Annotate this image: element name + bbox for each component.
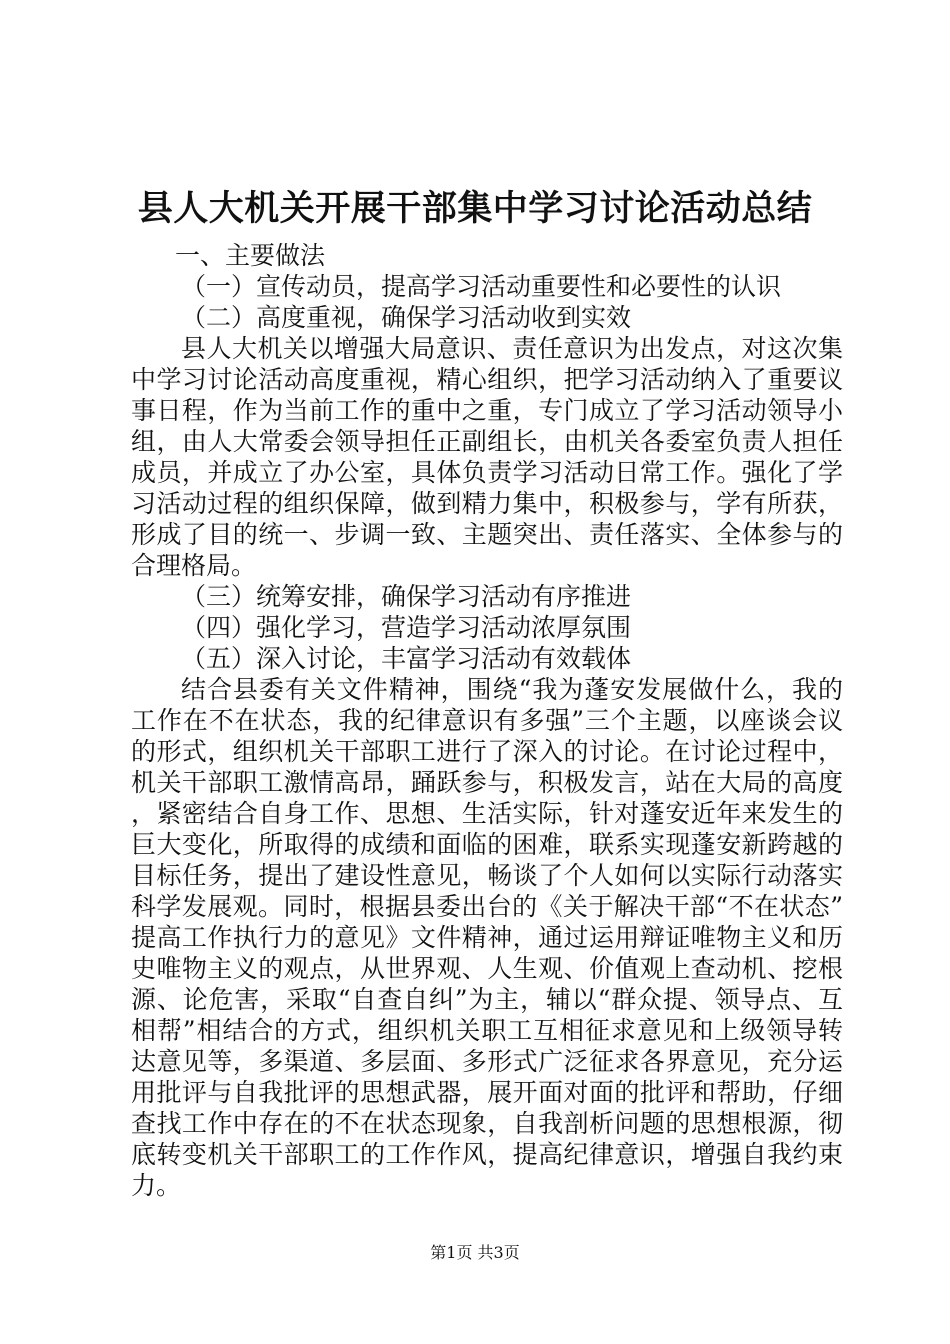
document-title: 县人大机关开展干部集中学习讨论活动总结 (137, 189, 813, 229)
page-footer: 第1页 共3页 (430, 1243, 520, 1262)
body-paragraph-2: 结合县委有关文件精神，围绕“我为蓬安发展做什么，我的工作在不在状态，我的纪律意识有多强”三个主题，以座谈会议的形式，组织机关干部职工进行了深入的讨论。在讨论过程中，机关干部职工激情高昂，踊跃参与，积极发言，站在大局的高度，紧密结合自身工作、思想、生活实际，针对蓬安近年来发生的巨大变化，所取得的成绩和面临的困难，联系实现蓬安新跨越的目标任务，提出了建设性意见，畅谈了个人如何以实际行动落实科学发展观。同时，根据县委出台的《关于解决干部“不在状态”提高工作执行力的意见》文件精神，通过运用辩证唯物主义和历史唯物主义的观点，从世界观、人生观、价值观上查动机、挖根源、论危害，采取“自查自纠”为主，辅以“群众提、领导点、互相帮”相结合的方式，组织机关职工互相征求意见和上级领导转达意见等，多渠道、多层面、多形式广泛征求各界意见，充分运用批评与自我批评的思想武器，展开面对面的批评和帮助，仔细查找工作中存在的不在状态现象，自我剖析问题的思想根源，彻底转变机关干部职工的工作作风，提高纪律意识，增强自我约束力。 (131, 675, 843, 1200)
body-paragraph-1: 县人大机关以增强大局意识、责任意识为出发点，对这次集中学习讨论活动高度重视，精心组织，把学习活动纳入了重要议事日程，作为当前工作的重中之重，专门成立了学习活动领导小组，由人大常委会领导担任正副组长，由机关各委室负责人担任成员，并成立了办公室，具体负责学习活动日常工作。强化了学习活动过程的组织保障，做到精力集中，积极参与，学有所获，形成了目的统一、步调一致、主题突出、责任落实、全体参与的合理格局。 (131, 334, 843, 580)
subsection-heading-2: （二）高度重视，确保学习活动收到实效 (181, 303, 632, 332)
subsection-heading-3: （三）统筹安排，确保学习活动有序推进 (181, 582, 632, 611)
subsection-heading-1: （一）宣传动员，提高学习活动重要性和必要性的认识 (181, 272, 782, 301)
subsection-heading-4: （四）强化学习，营造学习活动浓厚氛围 (181, 613, 632, 642)
subsection-heading-5: （五）深入讨论，丰富学习活动有效载体 (181, 644, 632, 673)
section-heading: 一、主要做法 (175, 241, 326, 270)
document-body (131, 240, 843, 1201)
